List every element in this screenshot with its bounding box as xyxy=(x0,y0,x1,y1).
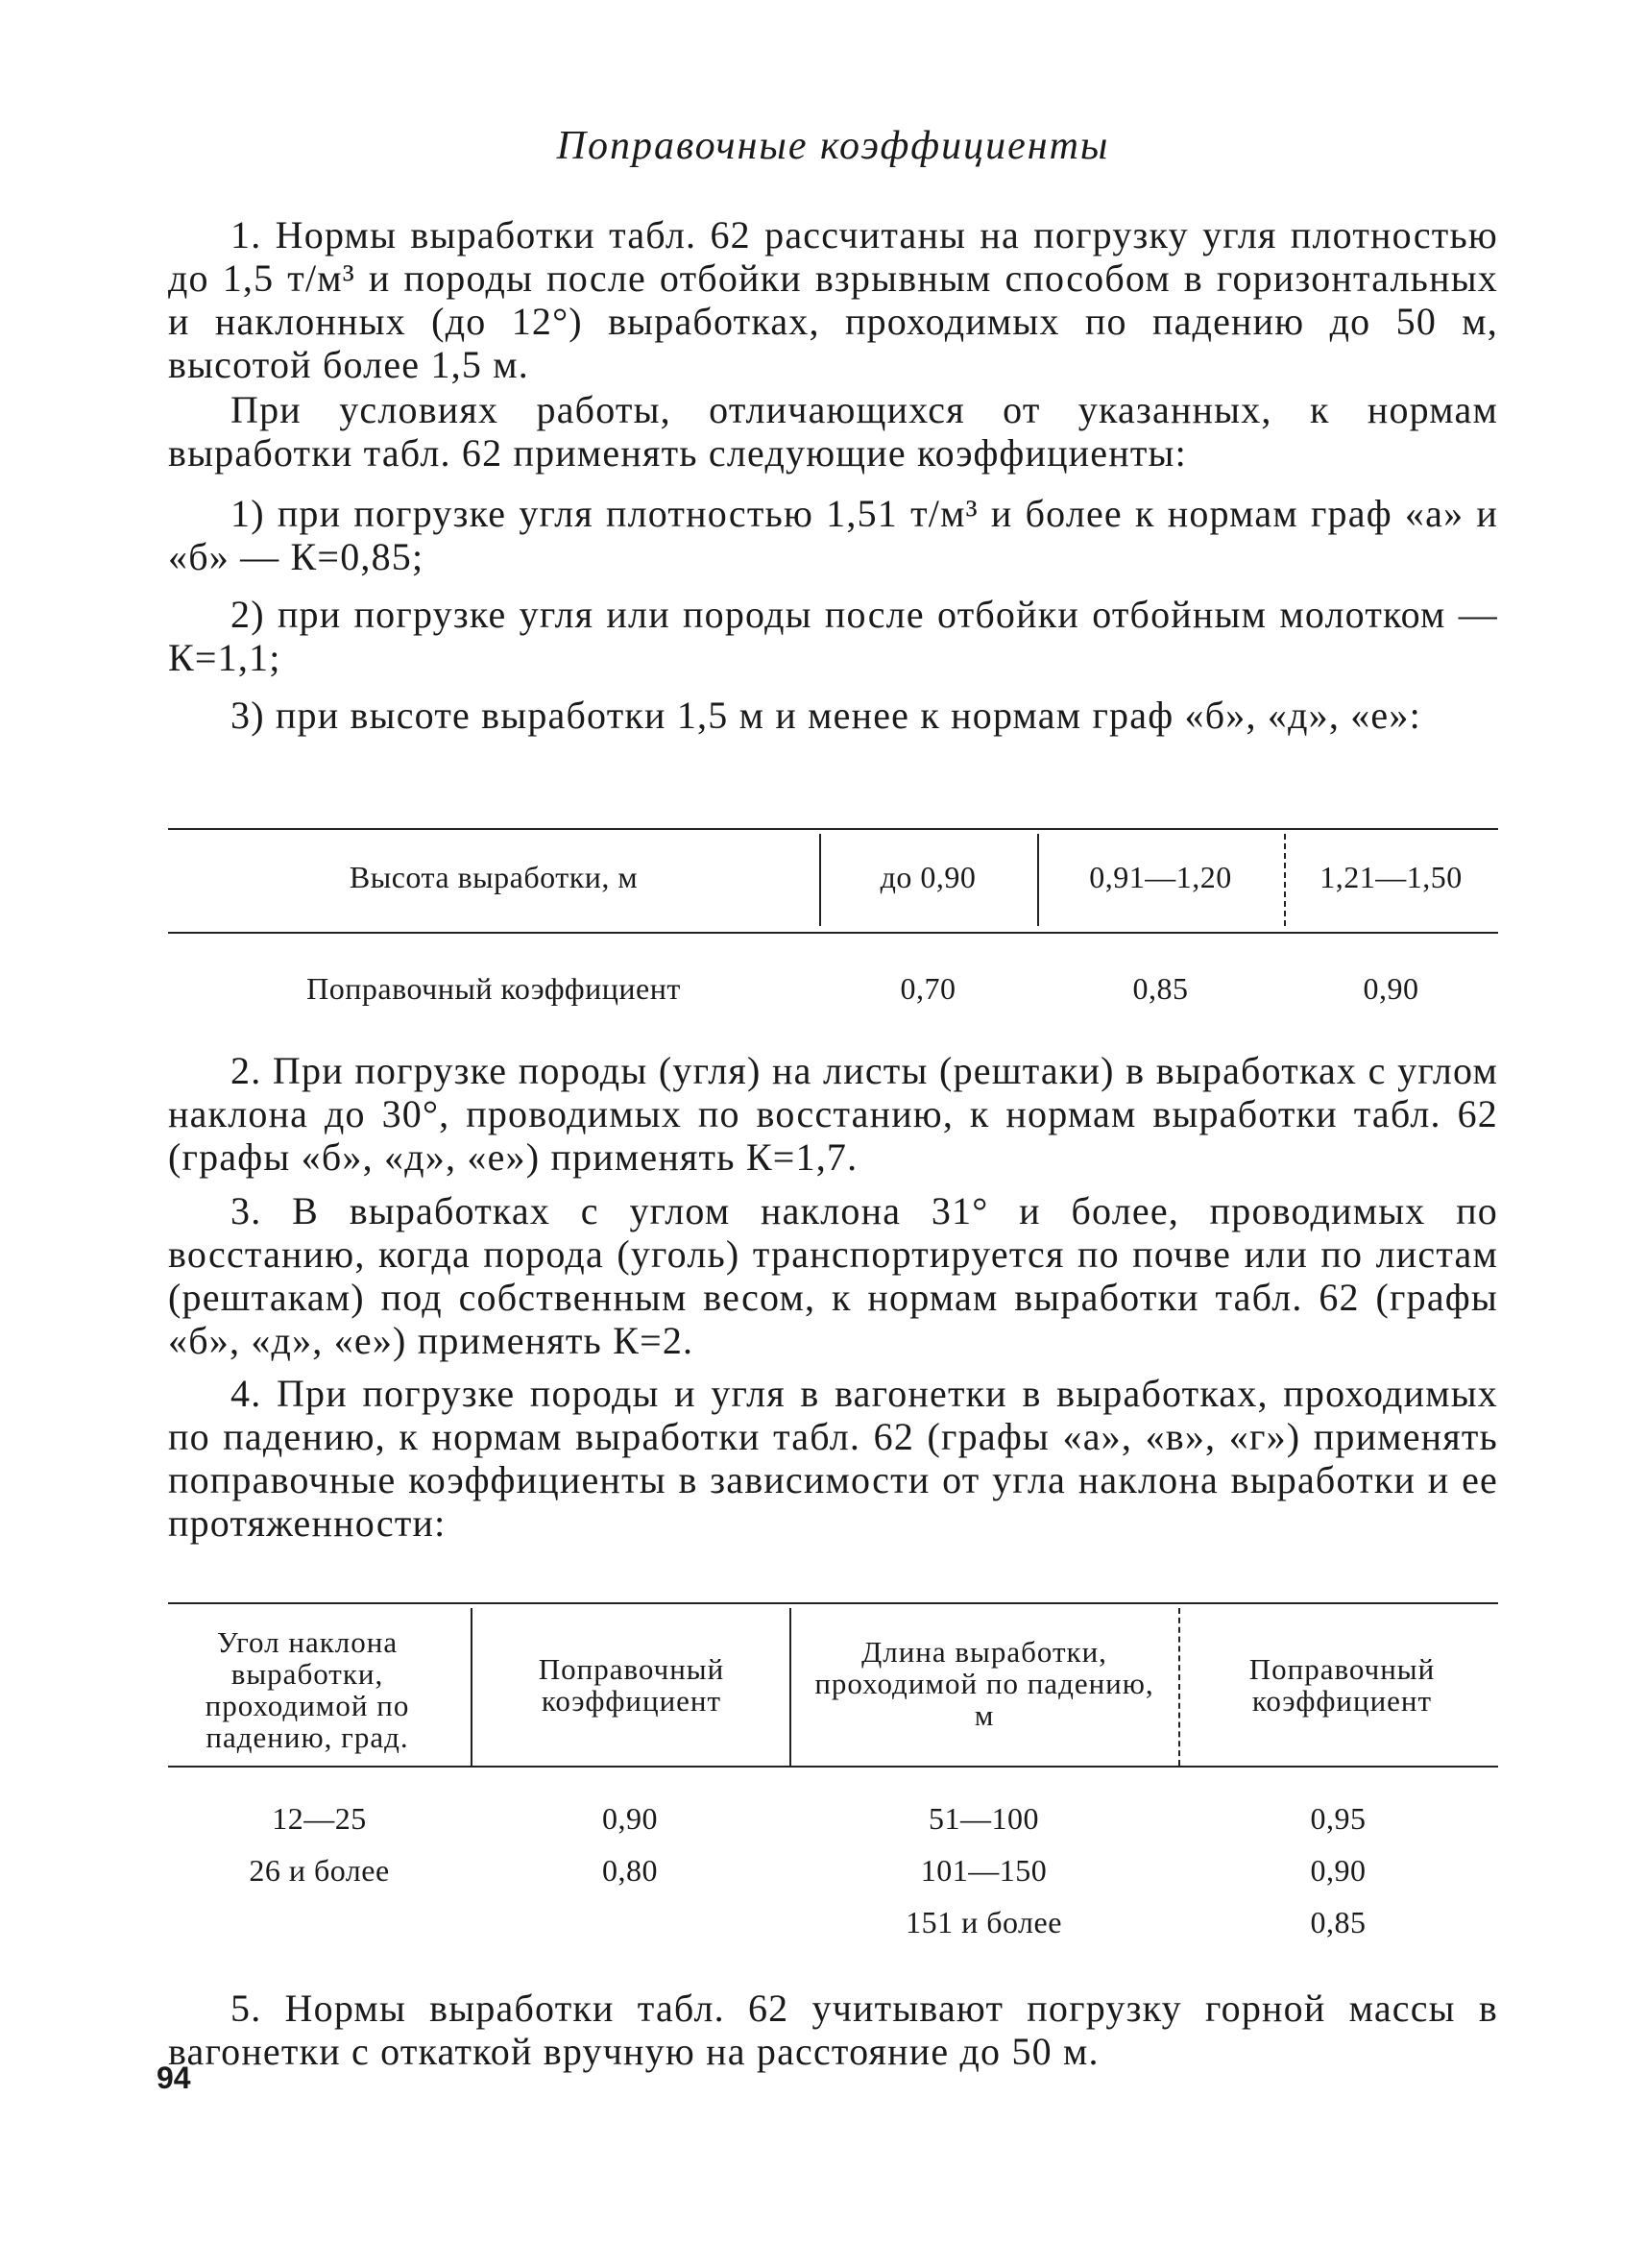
table2-cell: 0,80 xyxy=(602,1853,658,1888)
table1-col-3: 1,21—1,50 xyxy=(1319,860,1463,894)
table2-cell: 0,95 xyxy=(1310,1801,1367,1836)
paragraph-8: 4. При погрузке породы и угля в вагонетки в выработках, проходимых по падению, к нормам выработки табл. 62 (графы «а», «в», «г») применять поправочные коэффициенты в зависимости от угла наклона выработки и ее протяженности: xyxy=(168,1372,1498,1545)
document-page xyxy=(157,0,1498,2268)
table2-cell: 51—100 xyxy=(929,1801,1039,1836)
table2-cell: 101—150 xyxy=(920,1853,1048,1888)
paragraph-1: 1. Нормы выработки табл. 62 рассчитаны на погрузку угля плотностью до 1,5 т/м³ и породы после отбойки взрывным способом в горизонтальных и наклонных (до 12°) выработках, проходимых по падению до 50 м, высотой более 1,5 м. xyxy=(168,213,1498,386)
table2-divider xyxy=(471,1608,472,1766)
table2-cell: 0,90 xyxy=(602,1801,658,1836)
table2-cell: 151 и более xyxy=(906,1905,1062,1939)
paragraph-6: 2. При погрузке породы (угля) на листы (рештаки) в выработках с углом наклона до 30°, проводимых по восстанию, к нормам выработки табл. 62 (графы «б», «д», «е») применять К=1,7. xyxy=(168,1049,1498,1179)
table2-cell: 0,90 xyxy=(1310,1853,1367,1888)
table1-col-2: 0,91—1,20 xyxy=(1089,860,1232,894)
table2-mid-rule xyxy=(168,1766,1498,1768)
table2-header-angle: Угол наклона выработки, проходимой по падению, град. xyxy=(205,1625,410,1754)
table2-header-length: Длина выработки, проходимой по падению, м xyxy=(814,1635,1154,1732)
table1-value: 0,90 xyxy=(1363,971,1419,1006)
section-title: Поправочные коэффициенты xyxy=(556,124,1110,168)
table2-header-coef-1: Поправочный коэффициент xyxy=(538,1652,725,1718)
paragraph-4: 2) при погрузке угля или породы после отбойки отбойным молотком — К=1,1; xyxy=(168,593,1498,679)
paragraph-7: 3. В выработках с углом наклона 31° и более, проводимых по восстанию, когда порода (уголь) транспортируется по почве или по листам (рештакам) под собственным весом, к нормам выработки табл. 62 (графы «б», «д», «е») применять К=2. xyxy=(168,1189,1498,1362)
table2-cell: 12—25 xyxy=(272,1801,367,1836)
table1-mid-rule xyxy=(168,932,1498,934)
paragraph-9: 5. Нормы выработки табл. 62 учитывают погрузку горной массы в вагонетки с откаткой вручную на расстояние до 50 м. xyxy=(168,1987,1498,2073)
paragraph-2: При условиях работы, отличающихся от указанных, к нормам выработки табл. 62 применять следующие коэффициенты: xyxy=(168,388,1498,475)
paragraph-5: 3) при высоте выработки 1,5 м и менее к нормам граф «б», «д», «е»: xyxy=(230,694,1421,737)
paragraph-3: 1) при погрузке угля плотностью 1,51 т/м³ и более к нормам граф «а» и «б» — К=0,85; xyxy=(168,492,1498,578)
table1-value: 0,70 xyxy=(900,971,956,1006)
table1-top-rule xyxy=(168,828,1498,830)
table2-header-coef-2: Поправочный коэффициент xyxy=(1248,1652,1436,1718)
table2-divider xyxy=(789,1608,791,1766)
table2-divider xyxy=(1178,1608,1180,1766)
table2-cell: 0,85 xyxy=(1310,1905,1367,1939)
table1-col-1: до 0,90 xyxy=(880,860,977,894)
table2-cell: 26 и более xyxy=(249,1853,390,1888)
table1-value: 0,85 xyxy=(1132,971,1189,1006)
page-number: 94 xyxy=(157,2061,191,2095)
table2-top-rule xyxy=(168,1602,1498,1604)
table1-header-label: Высота выработки, м xyxy=(349,860,639,894)
table1-row-label: Поправочный коэффициент xyxy=(306,971,681,1006)
